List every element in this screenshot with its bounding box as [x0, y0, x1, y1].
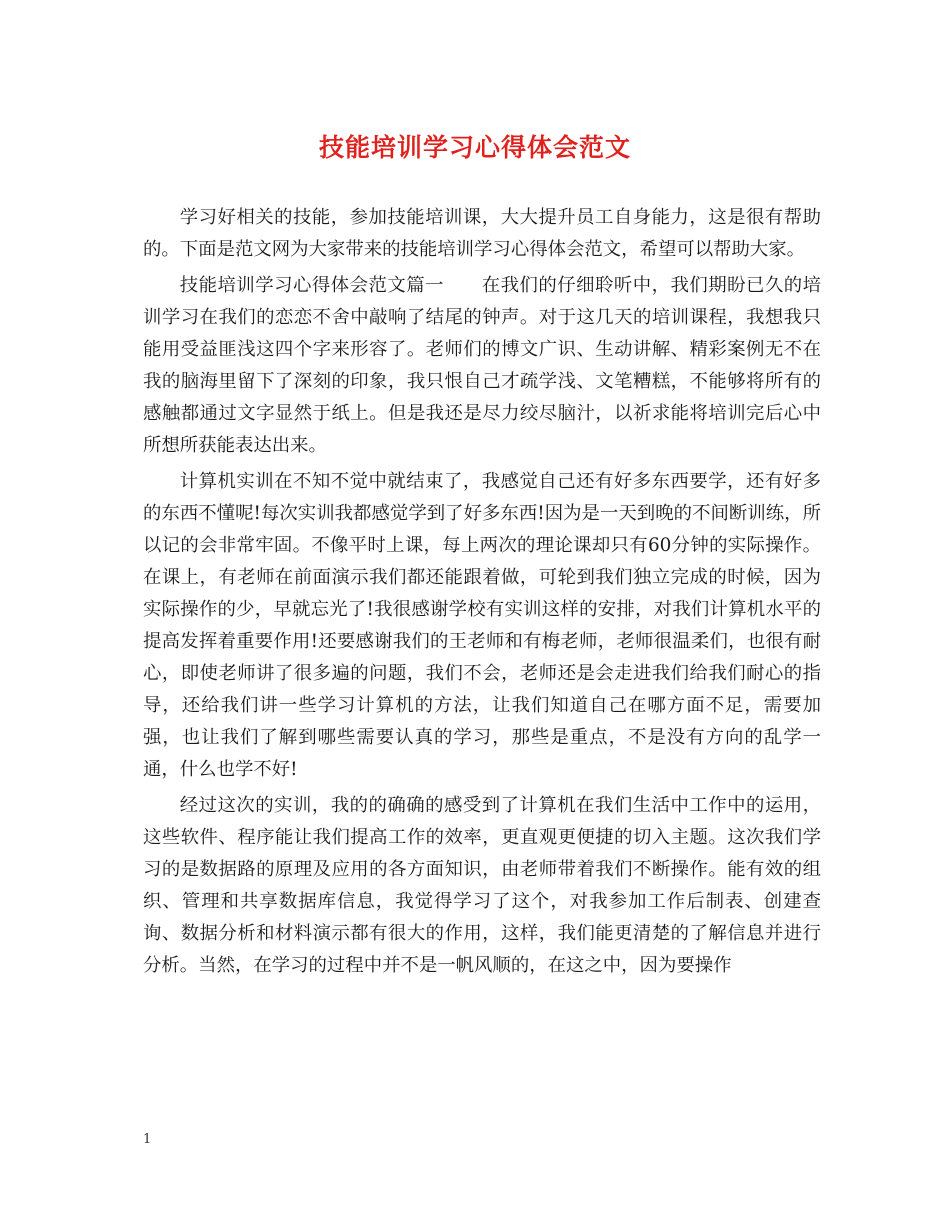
page-title: 技能培训学习心得体会范文 [318, 133, 631, 162]
paragraph-database-learning: 经过这次的实训，我的的确确的感受到了计算机在我们生活中工作中的运用，这些软件、程序能让我们提高工作的效率，更直观更便捷的切入主题。这次我们学习的是数据路的原理及应用的各方面知识，由老师带着我们不断操作。能有效的组织、管理和共享数据库信息，我觉得学习了这个，对我参加工作后制表、创建查询、数据分析和材料演示都有很大的作用，这样，我们能更清楚的了解信息并进行分析。当然，在学习的过程中并不是一帆风顺的，在这之中，因为要操作 [143, 795, 821, 976]
paragraph-section-one: 技能培训学习心得体会范文篇一 在我们的仔细聆听中，我们期盼已久的培训学习在我们的恋恋不舍中敲响了结尾的钟声。对于这几天的培训课程，我想我只能用受益匪浅这四个字来形容了。老师们的博文广识、生动讲解、精彩案例无不在我的脑海里留下了深刻的印象，我只恨自己才疏学浅、文笔糟糕，不能够将所有的感触都通过文字显然于纸上。但是我还是尽力绞尽脑汁，以祈求能将培训完后心中所想所获能表达出来。 [143, 275, 821, 456]
document-body [143, 202, 821, 986]
paragraph-computer-training: 计算机实训在不知不觉中就结束了，我感觉自己还有好多东西要学，还有好多的东西不懂呢!每次实训我都感觉学到了好多东西!因为是一天到晚的不间断训练，所以记的会非常牢固。不像平时上课，每上两次的理论课却只有60分钟的实际操作。在课上，有老师在前面演示我们都还能跟着做，可轮到我们独立完成的时候，因为实际操作的少，早就忘光了!我很感谢学校有实训这样的安排，对我们计算机水平的提高发挥着重要作用!还要感谢我们的王老师和有梅老师，老师很温柔们，也很有耐心，即使老师讲了很多遍的问题，我们不会，老师还是会走进我们给我们耐心的指导，还给我们讲一些学习计算机的方法，让我们知道自己在哪方面不足，需要加强，也让我们了解到哪些需要认真的学习，那些是重点，不是没有方向的乱学一通，什么也学不好! [143, 471, 821, 780]
paragraph-intro: 学习好相关的技能，参加技能培训课，大大提升员工自身能力，这是很有帮助的。下面是范文网为大家带来的技能培训学习心得体会范文，希望可以帮助大家。 [143, 207, 821, 260]
page-number: 1 [143, 1132, 152, 1147]
